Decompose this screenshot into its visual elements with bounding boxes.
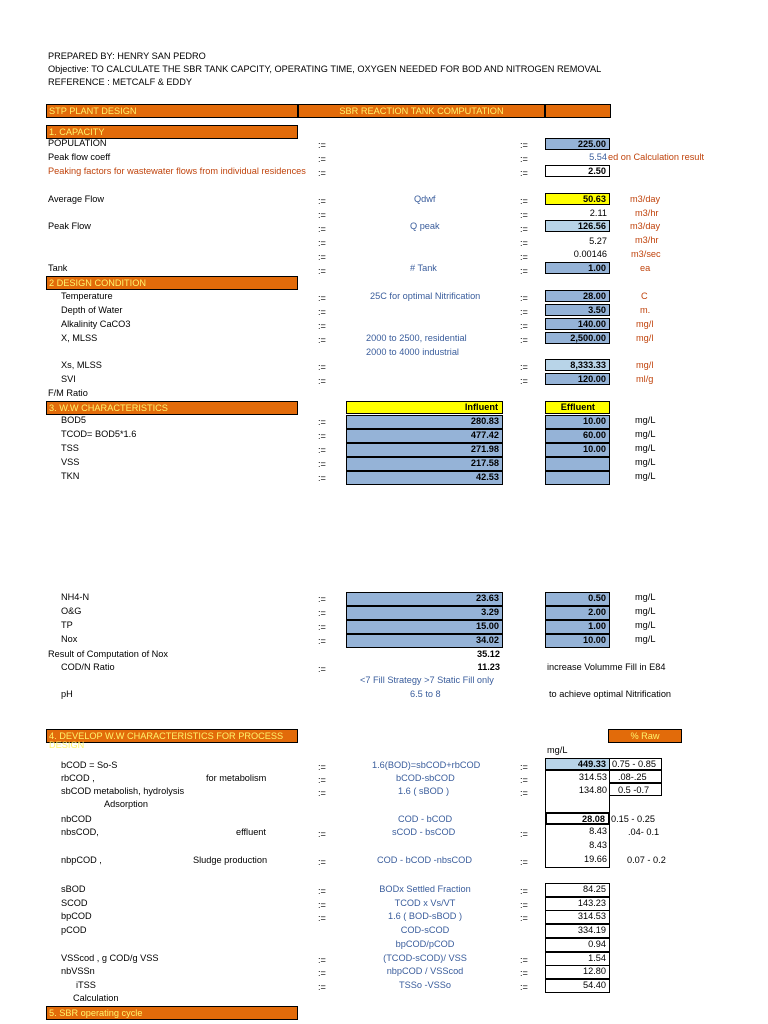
scod-formula: TCOD x Vs/VT (394, 897, 456, 908)
eq: := (318, 154, 326, 164)
eq: := (318, 636, 326, 646)
eq: := (318, 608, 326, 618)
scod-value[interactable]: 143.23 (545, 897, 610, 911)
eq: := (318, 473, 326, 483)
calc-note: ed on Calculation result (608, 152, 705, 162)
peak-flow-coeff-value[interactable]: 5.54 (589, 152, 607, 162)
eq: := (318, 266, 326, 276)
effluent-value[interactable] (545, 471, 610, 485)
eq: := (520, 335, 528, 345)
nbscod-formula: sCOD - bsCOD (392, 827, 456, 837)
unit: mg/L (635, 457, 656, 467)
effluent-value[interactable] (545, 457, 610, 471)
influent-value[interactable]: 477.42 (346, 429, 503, 443)
nbscod-label: nbsCOD, (61, 827, 99, 837)
unit: C (641, 291, 648, 301)
prepared-by: PREPARED BY: HENRY SAN PEDRO (48, 51, 206, 61)
eq: := (520, 762, 528, 772)
population-label: POPULATION (48, 138, 107, 148)
effluent-header: Effluent (545, 401, 610, 414)
mlss-note-industrial: 2000 to 4000 industrial (366, 347, 459, 357)
vsscod-value[interactable]: 1.54 (545, 952, 610, 966)
sbod-label: sBOD (61, 884, 86, 894)
ww-row-label: TSS (61, 443, 79, 453)
effluent-value[interactable]: 10.00 (545, 443, 610, 457)
sbod-value[interactable]: 84.25 (545, 883, 610, 897)
eq: := (520, 266, 528, 276)
fm-ratio-label: F/M Ratio (48, 388, 88, 398)
ww-row-label: TKN (61, 471, 80, 481)
eq: := (520, 376, 528, 386)
eq: := (520, 252, 528, 262)
influent-value[interactable]: 34.02 (346, 634, 503, 648)
section-capacity: 1. CAPACITY (46, 125, 298, 139)
peak-flow-hr-value[interactable]: 5.27 (589, 236, 607, 246)
itss-label: iTSS (76, 979, 96, 990)
ph-note: to achieve optimal Nitrification (549, 689, 672, 699)
nbvss-formula: nbpCOD / VSScod (386, 966, 464, 977)
section-develop-ww: 4. DEVELOP W.W CHARACTERISTICS FOR PROCESS DESIGN (46, 729, 298, 743)
effluent-value[interactable]: 0.50 (545, 592, 610, 606)
sbod-formula: BODx Settled Fraction (379, 884, 471, 894)
peak-flow-value[interactable]: 126.56 (545, 220, 610, 232)
eq: := (318, 168, 326, 178)
fill-strategy-note: <7 Fill Strategy >7 Static Fill only (360, 675, 494, 685)
banner-blank (545, 104, 611, 118)
eq: := (318, 376, 326, 386)
unit: mg/L (635, 429, 656, 439)
eq: := (520, 857, 528, 867)
average-flow-value[interactable]: 50.63 (545, 193, 610, 205)
itss-value[interactable]: 54.40 (545, 979, 610, 993)
eq: := (318, 196, 326, 206)
unit: mg/L (635, 620, 656, 630)
eq: := (318, 664, 326, 674)
eq: := (318, 417, 326, 427)
sbcod-label: sbCOD metabolish, hydrolysis (61, 786, 185, 796)
unit: mg/L (635, 443, 656, 453)
section-sbr-operating-cycle: 5. SBR operating cycle (46, 1006, 298, 1020)
unit: m3/hr (635, 208, 659, 218)
eq: := (520, 210, 528, 220)
nbpcod-value[interactable]: 19.66 (584, 854, 607, 864)
eq: := (520, 829, 528, 839)
eq: := (520, 981, 528, 992)
temperature-label: Temperature (61, 291, 113, 301)
eq: := (318, 775, 326, 785)
bpcod-formula: 1.6 ( BOD-sBOD ) (387, 911, 463, 922)
peak-flow-coeff-label: Peak flow coeff (48, 152, 111, 162)
eq: := (318, 459, 326, 469)
nbpcod-formula: COD - bCOD -nbsCOD (377, 855, 472, 865)
banner-stp-plant-design: STP PLANT DESIGN (46, 104, 298, 118)
cod-n-value: 11.23 (477, 662, 500, 672)
eq: := (318, 224, 326, 234)
ww-row-label: Nox (61, 634, 78, 644)
itss-formula: TSSo -VSSo (398, 979, 452, 990)
objective: Objective: TO CALCULATE THE SBR TANK CAPCITY, OPERATING TIME, OXYGEN NEEDED FOR BOD AND NITROGEN REMOVAL (48, 64, 602, 74)
sbcod-range: 0.5 -0.7 (609, 783, 662, 796)
population-value[interactable]: 225.00 (545, 138, 610, 150)
eq: := (318, 210, 326, 220)
ww-row-label: TCOD= BOD5*1.6 (61, 429, 137, 439)
eq: := (520, 307, 528, 317)
nbpcod-label: nbpCOD , (61, 855, 102, 865)
effluent-value[interactable]: 10.00 (545, 634, 610, 648)
ww-row-label: TP (61, 620, 73, 630)
nbpcod-purpose: Sludge production (193, 855, 268, 865)
cod-n-label: COD/N Ratio (61, 662, 115, 672)
eq: := (318, 762, 326, 772)
unit: ea (640, 263, 651, 273)
mlss-note-residential: 2000 to 2500, residential (366, 333, 467, 343)
average-flow-hr-value[interactable]: 2.11 (589, 208, 607, 218)
unit: m3/day (630, 221, 661, 231)
eq: := (520, 913, 528, 924)
influent-value[interactable]: 217.58 (346, 457, 503, 471)
section-design-condition: 2 DESIGN CONDITION (46, 276, 298, 290)
eq: := (318, 445, 326, 455)
depth-value[interactable]: 3.50 (545, 304, 610, 316)
eq: := (318, 594, 326, 604)
temperature-value[interactable]: 28.00 (545, 290, 610, 302)
eq: := (520, 154, 528, 164)
peak-flow-label: Peak Flow (48, 221, 91, 231)
unit: m3/sec (631, 249, 661, 259)
reference: REFERENCE : METCALF & EDDY (48, 77, 192, 87)
eq: := (318, 307, 326, 317)
alkalinity-label: Alkalinity CaCO3 (61, 319, 131, 329)
sbcod-formula: 1.6 ( sBOD ) (398, 786, 450, 796)
ratio-value[interactable]: 0.94 (545, 938, 610, 952)
ww-row-label: VSS (61, 457, 80, 467)
ph-label: pH (61, 689, 73, 699)
nox-result-label: Result of Computation of Nox (48, 649, 169, 659)
average-flow-label: Average Flow (48, 194, 105, 204)
influent-value[interactable]: 280.83 (346, 415, 503, 429)
peaking-value[interactable]: 2.50 (545, 165, 610, 177)
influent-value[interactable]: 42.53 (346, 471, 503, 485)
eq: := (318, 913, 326, 924)
eq: := (318, 886, 326, 896)
nbpcod-range: 0.07 - 0.2 (627, 855, 666, 865)
bcod-label: bCOD = So-S (61, 760, 118, 770)
eq: := (520, 224, 528, 234)
nbvss-value[interactable]: 12.80 (545, 965, 610, 979)
ph-value: 6.5 to 8 (410, 689, 441, 699)
nbcod-formula: COD - bCOD (398, 814, 453, 824)
influent-value[interactable]: 3.29 (346, 606, 503, 620)
bcod-range: 0.75 - 0.85 (609, 758, 662, 770)
unit: mg/L (635, 415, 656, 425)
peaking-factors-label: Peaking factors for wastewater flows from individual residences (48, 166, 306, 176)
rbcod-formula: bCOD-sbCOD (396, 773, 455, 783)
eq: := (318, 431, 326, 441)
calculation-label: Calculation (73, 993, 119, 1003)
eq: := (318, 335, 326, 345)
tank-value[interactable]: 1.00 (545, 262, 610, 274)
xs-mlss-label: Xs, MLSS (61, 360, 102, 370)
pcod-label: pCOD (61, 925, 87, 936)
unit: mg/L (635, 606, 656, 616)
peak-flow-sec-value[interactable]: 0.00146 (573, 249, 607, 259)
depth-label: Depth of Water (61, 305, 123, 315)
eq: := (318, 622, 326, 632)
ww-row-label: BOD5 (61, 415, 87, 425)
nox-result-value: 35.12 (477, 649, 500, 659)
eq: := (318, 293, 326, 303)
eq: := (318, 857, 326, 867)
svi-label: SVI (61, 374, 76, 384)
pcod-formula: COD-sCOD (400, 925, 450, 936)
effluent-value[interactable]: 10.00 (545, 415, 610, 429)
eq: := (520, 321, 528, 331)
eq: := (318, 829, 326, 839)
eq: := (318, 140, 326, 150)
nbscod-value[interactable]: 8.43 (589, 826, 607, 836)
svi-value[interactable]: 120.00 (545, 373, 610, 385)
unit: mg/L (635, 634, 656, 644)
eq: := (520, 954, 528, 965)
bcod-value[interactable]: 449.33 (545, 758, 610, 770)
eq: := (318, 252, 326, 262)
eq: := (520, 362, 528, 372)
eq: := (520, 899, 528, 910)
eq: := (520, 775, 528, 785)
effluent-value[interactable]: 60.00 (545, 429, 610, 443)
eq: := (520, 886, 528, 896)
nbvss-label: nbVSSn (61, 966, 95, 977)
nbcod-value[interactable]: 28.08 (545, 812, 610, 825)
rbcod-range: .08-.25 (609, 770, 662, 783)
cod-n-note: increase Volumme Fill in E84 (547, 662, 666, 672)
unit: mg/L (635, 471, 656, 481)
influent-value[interactable]: 23.63 (346, 592, 503, 606)
nbcod-label: nbCOD (61, 814, 92, 824)
vsscod-label: VSScod , g COD/g VSS (61, 952, 159, 963)
unit: m3/hr (635, 235, 659, 245)
eq: := (520, 788, 528, 798)
eq: := (318, 321, 326, 331)
sbcod-value[interactable]: 134.80 (578, 785, 607, 795)
nbscod-purpose: effluent (236, 827, 266, 837)
vsscod-formula: (TCOD-sCOD)/ VSS (383, 952, 467, 963)
eq: := (318, 968, 326, 979)
rbcod-purpose: for metabolism (206, 773, 267, 783)
eq: := (520, 168, 528, 178)
eq: := (520, 196, 528, 206)
eq: := (318, 954, 326, 965)
influent-value[interactable]: 271.98 (346, 443, 503, 457)
unit: m3/day (630, 194, 661, 204)
section-ww-characteristics: 3. W.W CHARACTERISTICS (46, 401, 298, 415)
eq: := (318, 981, 326, 992)
scod-label: SCOD (61, 897, 88, 908)
bpcod-value[interactable]: 314.53 (545, 910, 610, 924)
eq: := (520, 140, 528, 150)
nbcod-range: 0.15 - 0.25 (611, 814, 655, 824)
effluent-value[interactable]: 2.00 (545, 606, 610, 620)
unit: ml/g (636, 374, 654, 384)
eq: := (318, 788, 326, 798)
mlss-value[interactable]: 2,500.00 (545, 332, 610, 344)
mlss-label: X, MLSS (61, 333, 98, 343)
pct-raw-header: % Raw (608, 729, 682, 743)
alkalinity-value[interactable]: 140.00 (545, 318, 610, 330)
ww-row-label: O&G (61, 606, 82, 616)
mgl-label: mg/L (547, 745, 568, 755)
eq: := (318, 362, 326, 372)
eq: := (318, 238, 326, 248)
unit: mg/l (636, 333, 654, 343)
pcod-value[interactable]: 334.19 (545, 924, 610, 938)
bcod-formula: 1.6(BOD)=sbCOD+rbCOD (372, 760, 481, 770)
repeat-value[interactable]: 8.43 (589, 840, 607, 850)
unit: mg/l (636, 360, 654, 370)
bpcod-label: bpCOD (61, 911, 92, 922)
adsorption-label: Adsorption (104, 799, 148, 809)
unit: mg/L (635, 592, 656, 602)
eq: := (520, 238, 528, 248)
xs-mlss-value[interactable]: 8,333.33 (545, 359, 610, 371)
unit: m. (640, 305, 651, 315)
influent-header: Influent (346, 401, 503, 414)
influent-value[interactable]: 15.00 (346, 620, 503, 634)
qdwf-label: Qdwf (414, 194, 436, 204)
ww-row-label: NH4-N (61, 592, 90, 602)
eq: := (520, 968, 528, 979)
ratio-formula: bpCOD/pCOD (395, 938, 455, 949)
banner-sbr-computation: SBR REACTION TANK COMPUTATION (298, 104, 545, 118)
qpeak-label: Q peak (410, 221, 440, 231)
eq: := (520, 293, 528, 303)
unit: mg/l (636, 319, 654, 329)
n-tank-label: # Tank (410, 263, 437, 273)
tank-label: Tank (48, 263, 68, 273)
eq: := (318, 899, 326, 910)
rbcod-value[interactable]: 314.53 (578, 772, 607, 782)
effluent-value[interactable]: 1.00 (545, 620, 610, 634)
nbscod-range: .04- 0.1 (628, 827, 660, 837)
rbcod-label: rbCOD , (61, 773, 95, 783)
temperature-note: 25C for optimal Nitrification (370, 291, 481, 301)
